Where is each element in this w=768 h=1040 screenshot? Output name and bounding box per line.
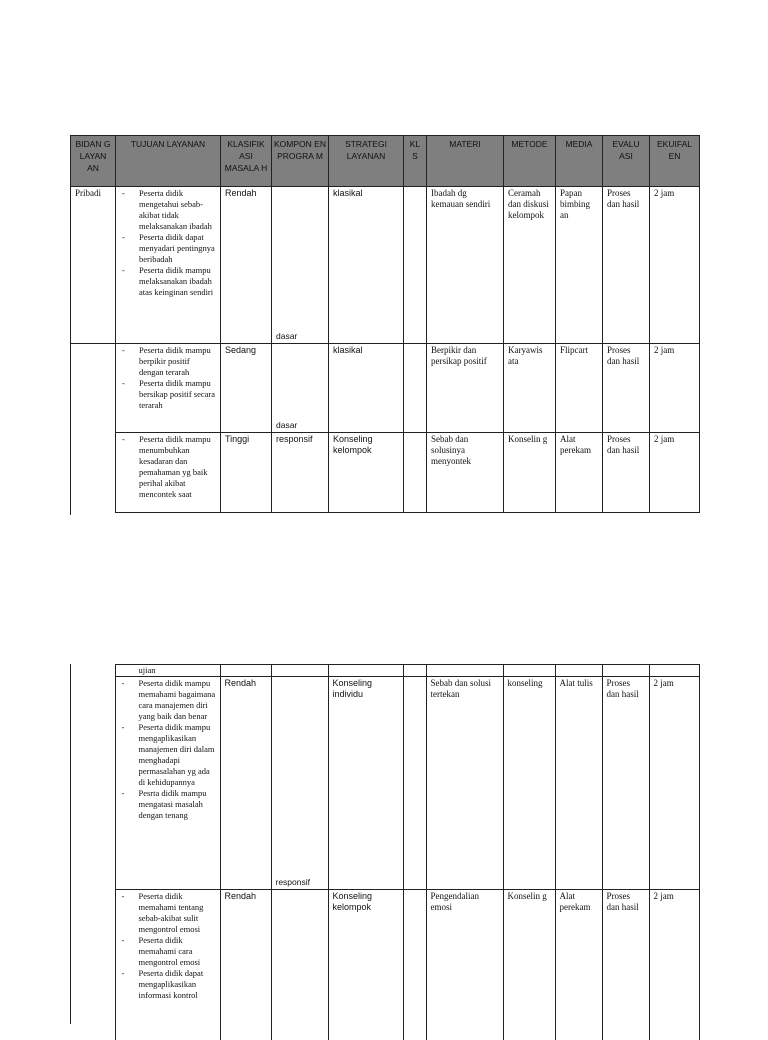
header-klasifikasi: KLASIFIK ASI MASALA H <box>221 136 272 187</box>
cell-empty <box>271 665 328 677</box>
cell-evaluasi: Proses dan hasil <box>602 890 649 1040</box>
cell-materi: Sebab dan solusinya menyontek <box>427 433 504 513</box>
cell-empty <box>555 665 602 677</box>
cell-metode: Konselin g <box>503 890 555 1040</box>
table-row <box>70 677 699 890</box>
komponen-text: responsif <box>275 877 310 887</box>
header-bidang: BIDAN G LAYAN AN <box>71 136 116 187</box>
cell-bidang <box>70 677 115 890</box>
cell-klasifikasi: Tinggi <box>221 433 272 513</box>
table-row <box>71 187 700 344</box>
cell-metode: Ceramah dan diskusi kelompok <box>504 187 556 344</box>
cell-ekuivalen: 2 jam <box>650 344 700 433</box>
cell-media: Alat perekam <box>556 433 603 513</box>
cell-kls <box>404 187 427 344</box>
cell-komponen <box>272 187 329 344</box>
list-item: - Peserta didik mampu menumbuhkan kesadaran dan pemahaman yg baik perihal akibat mencontek saat <box>120 434 216 500</box>
header-row <box>71 136 700 187</box>
header-kls: KL S <box>404 136 427 187</box>
cell-strategi: klasikal <box>329 187 404 344</box>
list-item: - Peserta didik dapat mengaplikasikan informasi kontrol <box>120 968 216 1001</box>
cell-ekuivalen: 2 jam <box>650 433 700 513</box>
cell-komponen <box>271 890 328 1040</box>
program-table-page-1 <box>70 135 700 513</box>
komponen-text: dasar <box>276 420 298 430</box>
table-row <box>71 433 700 513</box>
cell-tujuan <box>116 344 221 433</box>
header-media: MEDIA <box>556 136 603 187</box>
list-item: - Peserta didik mengetahui sebab-akibat tidak melaksanakan ibadah <box>120 188 216 232</box>
program-table-page-2 <box>70 664 700 1040</box>
cell-metode: Karyawis ata <box>504 344 556 433</box>
cell-media: Flipcart <box>556 344 603 433</box>
cell-materi: Pengendalian emosi <box>426 890 503 1040</box>
cell-komponen: responsif <box>272 433 329 513</box>
cell-ekuivalen: 2 jam <box>649 677 699 890</box>
cell-klasifikasi: Rendah <box>221 187 272 344</box>
cell-evaluasi: Proses dan hasil <box>603 187 650 344</box>
list-item: - Peserta didik mampu melaksanakan ibadah atas keinginan sendiri <box>120 265 216 298</box>
header-materi: MATERI <box>427 136 504 187</box>
cell-ekuivalen: 2 jam <box>649 890 699 1040</box>
cell-empty <box>403 665 426 677</box>
header-evaluasi: EVALU ASI <box>603 136 650 187</box>
cell-empty <box>602 665 649 677</box>
table-row <box>71 344 700 433</box>
komponen-text: dasar <box>276 331 298 341</box>
cell-metode: Konselin g <box>504 433 556 513</box>
list-item: - Peserta didik dapat menyadari pentingnya beribadah <box>120 232 216 265</box>
cell-strategi: Konseling kelompok <box>329 433 404 513</box>
continuation-row <box>70 665 699 677</box>
header-komponen: KOMPON EN PROGRA M <box>272 136 329 187</box>
list-item: - Peserta didik mampu bersikap positif secara terarah <box>120 378 216 411</box>
cell-kls <box>403 890 426 1040</box>
cell-ekuivalen: 2 jam <box>650 187 700 344</box>
header-strategi: STRATEGI LAYANAN <box>329 136 404 187</box>
cell-evaluasi: Proses dan hasil <box>603 433 650 513</box>
cell-metode: konseling <box>503 677 555 890</box>
cell-empty <box>328 665 403 677</box>
list-item: - Peserta didik memahami cara mengontrol emosi <box>120 935 216 968</box>
cell-bidang <box>70 890 115 1040</box>
cell-bidang <box>71 433 116 513</box>
list-item: - Peserta didik mampu memahami bagaimana cara manajemen diri yang baik dan benar <box>120 678 216 722</box>
cell-media: Alat perekam <box>555 890 602 1040</box>
cell-materi: Sebab dan solusi tertekan <box>426 677 503 890</box>
cell-kls <box>404 344 427 433</box>
cell-tujuan <box>116 187 221 344</box>
cell-klasifikasi: Sedang <box>221 344 272 433</box>
cell-evaluasi: Proses dan hasil <box>602 677 649 890</box>
cell-evaluasi: Proses dan hasil <box>603 344 650 433</box>
header-tujuan: TUJUAN LAYANAN <box>116 136 221 187</box>
cell-tujuan <box>115 677 220 890</box>
list-item: - Peserta didik mampu mengaplikasikan manajemen diri dalam menghadapi permasalahan yg ada di kehidupannya <box>120 722 216 788</box>
cell-materi: Ibadah dg kemauan sendiri <box>427 187 504 344</box>
cell-strategi: klasikal <box>329 344 404 433</box>
cell-bidang <box>71 344 116 433</box>
cell-strategi: Konseling kelompok <box>328 890 403 1040</box>
cell-klasifikasi: Rendah <box>220 677 271 890</box>
list-item: - Peserta didik mampu berpikir positif dengan terarah <box>120 345 216 378</box>
cell-tujuan <box>115 890 220 1040</box>
list-item: - Pesrta didik mampu mengatasi masalah dengan tenang <box>120 788 216 821</box>
cell-bidang: Pribadi <box>71 187 116 344</box>
cell-empty <box>503 665 555 677</box>
cell-klasifikasi: Rendah <box>220 890 271 1040</box>
cell-media: Alat tulis <box>555 677 602 890</box>
header-metode: METODE <box>504 136 556 187</box>
cell-kls <box>403 677 426 890</box>
cell-empty <box>649 665 699 677</box>
cell-strategi: Konseling individu <box>328 677 403 890</box>
cell-media: Papan bimbing an <box>556 187 603 344</box>
cell-bidang <box>70 665 115 677</box>
cell-tujuan-continued: ujian <box>115 665 220 677</box>
cell-materi: Berpikir dan persikap positif <box>427 344 504 433</box>
header-ekuivalen: EKUIFAL EN <box>650 136 700 187</box>
cell-empty <box>220 665 271 677</box>
cell-komponen <box>272 344 329 433</box>
cell-tujuan <box>116 433 221 513</box>
table-row <box>70 890 699 1040</box>
cell-komponen <box>271 677 328 890</box>
list-item: - Peserta didik memahami tentang sebab-akibat sulit mengontrol emosi <box>120 891 216 935</box>
cell-empty <box>426 665 503 677</box>
cell-kls <box>404 433 427 513</box>
